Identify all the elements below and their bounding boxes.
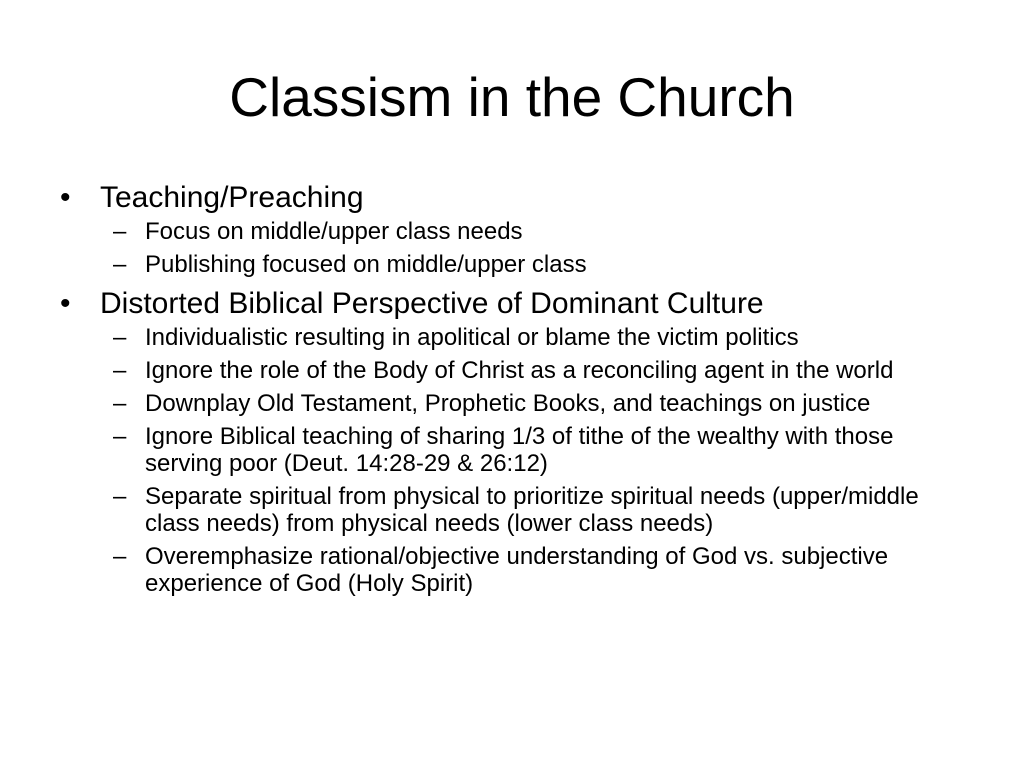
sub-bullet [113,423,970,477]
slide-title: Classism in the Church [229,66,795,128]
sub-bullet [113,218,970,245]
dash-icon: – [113,251,127,278]
slide-content [60,178,970,603]
dash-icon: – [113,357,127,384]
dash-icon: – [113,543,127,570]
bullet-teaching-preaching [60,178,970,218]
sub-bullet-text: Ignore Biblical teaching of sharing 1/3 of tithe of the wealthy with those serving poor (Deut. 14:28-29 & 26:12) [145,423,894,477]
sub-bullet-text: Overemphasize rational/objective understanding of God vs. subjective experience of God (Holy Spirit) [145,543,889,597]
sub-bullet-text: Publishing focused on middle/upper class [145,251,587,278]
sub-bullet-text: Ignore the role of the Body of Christ as a reconciling agent in the world [145,357,894,384]
dash-icon: – [113,324,127,351]
sub-bullet [113,357,970,384]
sub-bullet [113,543,970,597]
dash-icon: – [113,218,127,245]
bullet-icon: • [60,287,71,320]
sub-bullet-text: Separate spiritual from physical to prioritize spiritual needs (upper/middle class needs) from physical needs (lower class needs) [145,483,919,537]
sub-bullet-text: Focus on middle/upper class needs [145,218,523,245]
sub-bullet [113,483,970,537]
sub-bullet-text: Individualistic resulting in apolitical or blame the victim politics [145,324,799,351]
dash-icon: – [113,390,127,417]
bullet-distorted-perspective [60,284,970,324]
sub-bullet [113,324,970,351]
sub-bullet [113,390,970,417]
dash-icon: – [113,423,127,450]
bullet-icon: • [60,181,71,214]
dash-icon: – [113,483,127,510]
sub-bullet [113,251,970,278]
bullet-text: Teaching/Preaching [100,181,364,214]
sub-bullet-text: Downplay Old Testament, Prophetic Books, and teachings on justice [145,390,871,417]
bullet-text: Distorted Biblical Perspective of Dominant Culture [100,287,764,320]
sub-list [60,218,970,278]
sub-list [60,324,970,597]
